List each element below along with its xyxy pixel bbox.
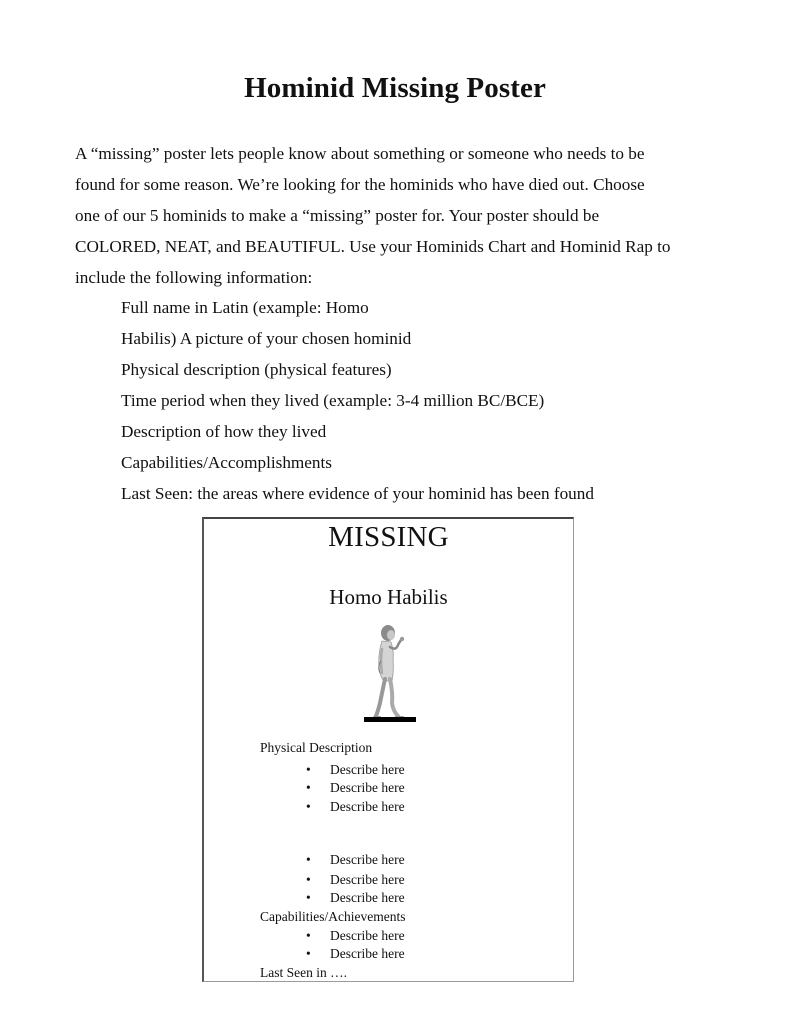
bullet-icon: • [306,780,311,795]
bullet-icon: • [306,890,311,905]
list-item: • Describe here [306,946,405,961]
bullet-icon: • [306,946,311,961]
list-item: • Describe here [306,928,405,943]
list-item: • Describe here [306,780,405,795]
intro-line: A “missing” poster lets people know about something or someone who needs to be [75,144,645,163]
intro-line: found for some reason. We’re looking for the hominids who have died out. Choose [75,175,645,194]
physical-description-label: Physical Description [260,740,373,755]
requirement-item: Habilis) A picture of your chosen hominid [121,329,412,348]
requirement-item: Physical description (physical features) [121,360,392,379]
list-item: • Describe here [306,890,405,905]
list-item: • Describe here [306,872,405,887]
bullet-icon: • [306,928,311,943]
bullet-icon: • [306,799,311,814]
list-item: • Describe here [306,762,405,777]
list-item: • Describe here [306,799,405,814]
bullet-icon: • [306,762,311,777]
requirement-item: Last Seen: the areas where evidence of your hominid has been found [121,484,594,503]
requirement-item: Time period when they lived (example: 3-4 million BC/BCE) [121,391,545,410]
list-item: • Describe here [306,852,405,867]
poster-heading: MISSING [328,521,449,553]
page-title: Hominid Missing Poster [244,72,546,104]
hominid-figure-icon [360,621,420,721]
intro-paragraph [75,138,735,293]
bullet-icon: • [306,872,311,887]
intro-line: include the following information: [75,268,313,287]
figure-baseline-bar [364,717,416,722]
last-seen-label: Last Seen in …. [260,965,347,980]
capabilities-label: Capabilities/Achievements [260,909,406,924]
requirements-list [121,292,594,509]
missing-poster-example [202,517,574,982]
intro-line: COLORED, NEAT, and BEAUTIFUL. Use your Hominids Chart and Hominid Rap to [75,237,671,256]
bullet-icon: • [306,852,311,867]
intro-line: one of our 5 hominids to make a “missing” poster for. Your poster should be [75,206,600,225]
requirement-item: Full name in Latin (example: Homo [121,298,369,317]
poster-hominid-name: Homo Habilis [329,585,448,609]
requirement-item: Description of how they lived [121,422,327,441]
requirement-item: Capabilities/Accomplishments [121,453,332,472]
